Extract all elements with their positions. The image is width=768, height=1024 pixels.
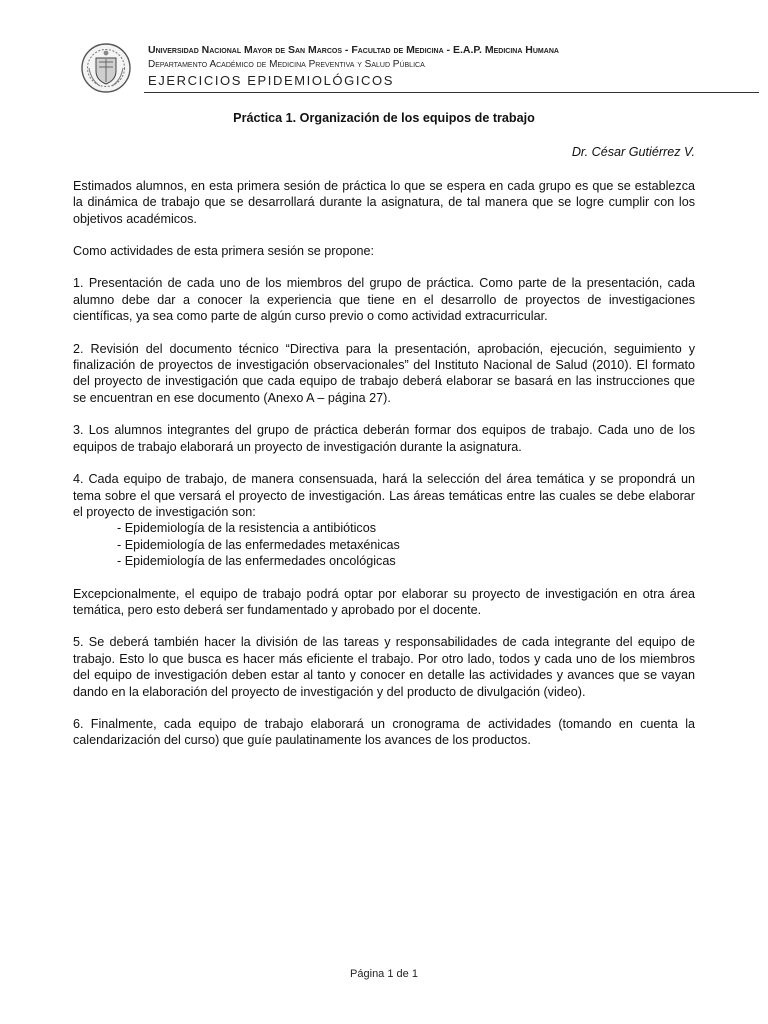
header-divider	[144, 92, 759, 93]
list-item: - Epidemiología de la resistencia a antibióticos	[117, 521, 377, 536]
list-item: - Epidemiología de las enfermedades oncológicas	[117, 554, 396, 569]
document-author: Dr. César Gutiérrez V.	[571, 145, 695, 160]
intro-paragraph: Estimados alumnos, en esta primera sesión de práctica lo que se espera en cada grupo es que se establezca la dinámica de trabajo que se desarrollará durante la asignatura, de tal manera que se logre cumplir con los objetivos académicos.	[73, 178, 695, 226]
header-section-title: EJERCICIOS EPIDEMIOLÓGICOS	[148, 73, 395, 88]
item-3-paragraph: 3. Los alumnos integrantes del grupo de práctica deberán formar dos equipos de trabajo. Cada uno de los equipos de trabajo elaborará un proyecto de investigación durante la asignatura.	[73, 423, 695, 454]
document-title: Práctica 1. Organización de los equipos de trabajo	[233, 111, 535, 125]
item-1-paragraph: 1. Presentación de cada uno de los miembros del grupo de práctica. Como parte de la presentación, cada alumno debe dar a conocer la experiencia que tiene en el desarrollo de proyectos de investigaciones científicas, ya sea como parte de algún curso previo o como actividad extracurricular.	[73, 276, 695, 324]
document-body	[73, 110, 695, 749]
header-department-line: Departamento Académico de Medicina Preventiva y Salud Pública	[148, 59, 425, 70]
university-seal-icon	[80, 42, 132, 94]
activities-intro: Como actividades de esta primera sesión se propone:	[73, 244, 375, 259]
exception-paragraph: Excepcionalmente, el equipo de trabajo podrá optar por elaborar su proyecto de investigación en otra área temática, pero esto deberá ser fundamentado y aprobado por el docente.	[73, 586, 695, 617]
item-4-paragraph: 4. Cada equipo de trabajo, de manera consensuada, hará la selección del área temática y se propondrá un tema sobre el que versará el proyecto de investigación. Las áreas temáticas entre las cuales se debe elaborar el proyecto de investigación son:	[73, 472, 695, 519]
page-number: Página 1 de 1	[350, 968, 418, 980]
item-5-paragraph: 5. Se deberá también hacer la división de las tareas y responsabilidades de cada integrante del equipo de trabajo. Esto lo que busca es hacer más eficiente el trabajo. Por otro lado, todos y cada uno de los miembros del equipo de investigación deben estar al tanto y conocer en detalle las actividades y avances que se vayan dando en la elaboración del proyecto de investigación y del producto de divulgación (video).	[73, 635, 695, 699]
header-university-line: Universidad Nacional Mayor de San Marcos - Facultad de Medicina - E.A.P. Medicina Humana	[148, 44, 559, 56]
document-header	[0, 0, 768, 100]
thematic-areas-list	[73, 520, 695, 569]
list-item: - Epidemiología de las enfermedades metaxénicas	[117, 537, 400, 552]
item-2-paragraph: 2. Revisión del documento técnico “Directiva para la presentación, aprobación, ejecución, seguimiento y finalización de proyectos de investigación observacionales” del Instituto Nacional de Salud (2010). El formato del proyecto de investigación que cada equipo de trabajo deberá elaborar se basará en las instrucciones que se encuentran en ese documento (Anexo A – página 27).	[73, 341, 695, 405]
item-6-paragraph: 6. Finalmente, cada equipo de trabajo elaborará un cronograma de actividades (tomando en cuenta la calendarización del curso) que guíe paulatinamente los avances de los productos.	[73, 716, 695, 748]
